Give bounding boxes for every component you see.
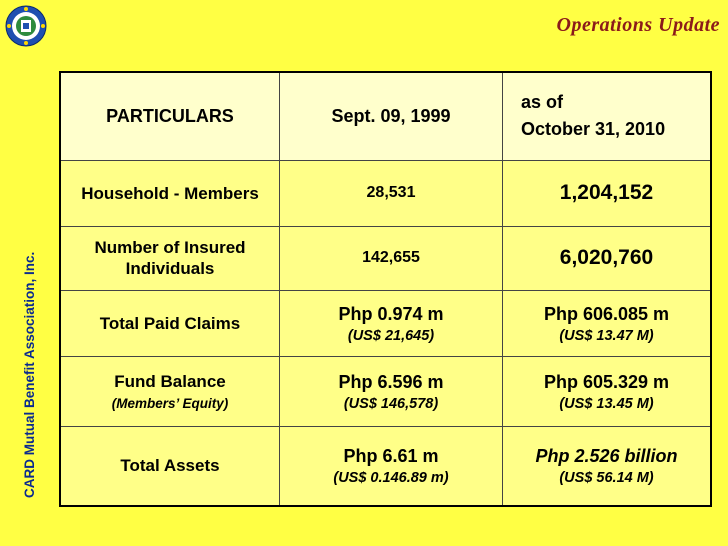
operations-table	[59, 71, 712, 507]
table-row	[60, 426, 711, 506]
organization-name: CARD Mutual Benefit Association, Inc.	[22, 251, 37, 498]
table-row	[60, 290, 711, 356]
table-header-row	[60, 72, 711, 160]
value-1999: Php 6.596 m (US$ 146,578)	[280, 356, 503, 426]
row-label: Household - Members	[60, 160, 280, 226]
value-2010: 6,020,760	[503, 226, 712, 290]
table-row	[60, 226, 711, 290]
header-date-1999: Sept. 09, 1999	[280, 72, 503, 160]
header-particulars: PARTICULARS	[60, 72, 280, 160]
card-mba-logo	[4, 4, 48, 48]
value-1999: 28,531	[280, 160, 503, 226]
value-1999: Php 0.974 m (US$ 21,645)	[280, 290, 503, 356]
table-row	[60, 160, 711, 226]
row-label: Number of Insured Individuals	[60, 226, 280, 290]
value-2010: Php 2.526 billion (US$ 56.14 M)	[503, 426, 712, 506]
table-row	[60, 356, 711, 426]
row-label: Total Assets	[60, 426, 280, 506]
value-2010: 1,204,152	[503, 160, 712, 226]
row-label: Total Paid Claims	[60, 290, 280, 356]
page-title: Operations Update	[556, 14, 720, 36]
side-banner	[0, 68, 52, 508]
value-1999: 142,655	[280, 226, 503, 290]
value-2010: Php 606.085 m (US$ 13.47 M)	[503, 290, 712, 356]
header-date-2010: as of October 31, 2010	[503, 72, 712, 160]
row-label: Fund Balance (Members’ Equity)	[60, 356, 280, 426]
value-1999: Php 6.61 m (US$ 0.146.89 m)	[280, 426, 503, 506]
value-2010: Php 605.329 m (US$ 13.45 M)	[503, 356, 712, 426]
